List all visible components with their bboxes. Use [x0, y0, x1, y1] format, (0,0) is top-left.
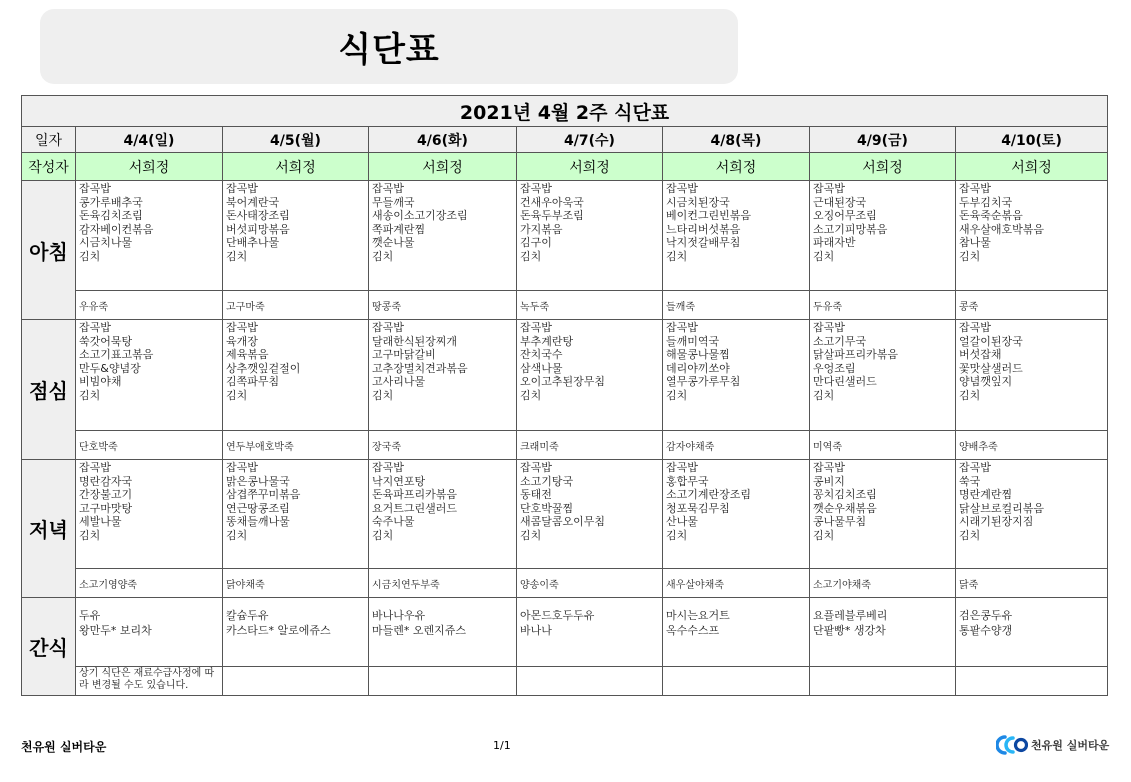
- empty-cell: [663, 667, 810, 696]
- menu-item: 들깨미역국: [666, 334, 720, 348]
- menu-item: 꽃맛살샐러드: [959, 361, 1023, 375]
- porridge-cell: 두유죽: [810, 291, 956, 320]
- writer-name: 서희정: [517, 153, 663, 181]
- menu-item: 닭살브로컬리볶음: [959, 501, 1045, 515]
- snack-item: 옥수수스프: [666, 624, 720, 637]
- menu-item: 돈육파프리카볶음: [372, 488, 458, 502]
- menu-cell: [517, 460, 663, 569]
- menu-item: 돈육죽순볶음: [959, 209, 1023, 223]
- menu-item: 잡곡밥: [372, 321, 404, 334]
- menu-item: 단배추나물: [226, 236, 280, 250]
- menu-item: 세발나물: [79, 515, 122, 529]
- porridge-cell: 연두부애호박죽: [223, 431, 369, 460]
- menu-item: 김치: [520, 528, 542, 542]
- snack-cell: [223, 598, 369, 667]
- menu-item: 잡곡밥: [226, 182, 258, 195]
- menu-item: 쪽파계란찜: [372, 222, 426, 236]
- menu-item: 콩가루배추국: [79, 195, 143, 209]
- day-header: 4/8(목): [663, 127, 810, 153]
- snack-item: 카스타드* 알로에쥬스: [226, 624, 331, 637]
- menu-item: 만두&양념장: [79, 361, 141, 375]
- footer-org-name: 천유원 실버타운: [21, 740, 107, 754]
- menu-item: 잡곡밥: [666, 461, 698, 474]
- lunch-porridge-row: [22, 431, 1108, 460]
- date-label: 일자: [22, 127, 76, 153]
- menu-item: 얼갈이된장국: [959, 334, 1023, 348]
- menu-item: 새우살애호박볶음: [959, 222, 1045, 236]
- day-header: 4/4(일): [76, 127, 223, 153]
- menu-item: 시래기된장지짐: [959, 515, 1034, 529]
- menu-item: 동태전: [520, 488, 552, 502]
- menu-item: 김치: [226, 528, 248, 542]
- dinner-items-row: [22, 460, 1108, 569]
- porridge-cell: 단호박죽: [76, 431, 223, 460]
- breakfast-porridge-row: [22, 291, 1108, 320]
- menu-item: 김치: [813, 528, 835, 542]
- porridge-cell: 양송이죽: [517, 569, 663, 598]
- menu-item: 명란감자국: [79, 474, 133, 488]
- menu-item: 김치: [226, 249, 248, 263]
- menu-cell: [223, 181, 369, 291]
- menu-item: 잡곡밥: [813, 321, 845, 334]
- menu-cell: [517, 181, 663, 291]
- snack-item: 검은콩두유: [959, 609, 1013, 622]
- menu-item: 김치: [372, 249, 394, 263]
- porridge-cell: 감자야채죽: [663, 431, 810, 460]
- menu-item: 잡곡밥: [813, 182, 845, 195]
- menu-cell: [956, 320, 1108, 431]
- menu-item: 낙지젓갈배무침: [666, 236, 741, 250]
- snack-item: 마시는요거트: [666, 609, 730, 622]
- porridge-cell: 새우살야채죽: [663, 569, 810, 598]
- porridge-cell: 양배추죽: [956, 431, 1108, 460]
- menu-item: 잡곡밥: [666, 182, 698, 195]
- day-header: 4/6(화): [369, 127, 517, 153]
- menu-item: 김치: [959, 528, 981, 542]
- date-row: [22, 127, 1108, 153]
- snack-item: 칼슘두유: [226, 609, 269, 622]
- menu-item: 꽁치김치조림: [813, 488, 877, 502]
- menu-item: 김치: [79, 249, 101, 263]
- menu-item: 잡곡밥: [959, 461, 991, 474]
- menu-item: 산나물: [666, 515, 698, 529]
- table-title-row: [22, 96, 1108, 127]
- menu-item: 닭살파프리카볶음: [813, 348, 899, 362]
- menu-item: 잡곡밥: [372, 182, 404, 195]
- menu-item: 근대된장국: [813, 195, 867, 209]
- menu-item: 오이고추된장무침: [520, 375, 606, 389]
- menu-item: 콩나물무침: [813, 515, 867, 529]
- menu-item: 김치: [666, 528, 688, 542]
- writer-name: 서희정: [223, 153, 369, 181]
- page-title: 식단표: [338, 30, 440, 70]
- menu-cell: [369, 181, 517, 291]
- menu-cell: [517, 320, 663, 431]
- porridge-cell: 우유죽: [76, 291, 223, 320]
- menu-item: 시금치된장국: [666, 195, 730, 209]
- menu-item: 잡곡밥: [226, 461, 258, 474]
- menu-cell: [663, 320, 810, 431]
- menu-item: 돈육두부조림: [520, 209, 584, 223]
- snack-cell: [956, 598, 1108, 667]
- menu-item: 무들깨국: [372, 195, 415, 209]
- porridge-cell: 시금치연두부죽: [369, 569, 517, 598]
- menu-item: 요거트그린샐러드: [372, 501, 458, 515]
- menu-item: 잡곡밥: [813, 461, 845, 474]
- menu-table: [21, 95, 1108, 696]
- writer-name: 서희정: [663, 153, 810, 181]
- menu-item: 부추계란탕: [520, 334, 574, 348]
- menu-cell: [663, 181, 810, 291]
- porridge-cell: 장국죽: [369, 431, 517, 460]
- snack-item: 아몬드호두두유: [520, 609, 595, 622]
- menu-item: 육개장: [226, 334, 258, 348]
- porridge-cell: 크래미죽: [517, 431, 663, 460]
- empty-cell: [956, 667, 1108, 696]
- menu-item: 김치: [959, 388, 981, 402]
- menu-item: 해물콩나물찜: [666, 348, 730, 362]
- menu-item: 버섯잡채: [959, 348, 1002, 362]
- menu-item: 김치: [79, 528, 101, 542]
- breakfast-items-row: [22, 181, 1108, 291]
- menu-item: 김치: [372, 388, 394, 402]
- menu-item: 깻순우채볶음: [813, 501, 877, 515]
- menu-item: 상추깻잎겉절이: [226, 361, 301, 375]
- menu-item: 단호박꿀찜: [520, 501, 574, 515]
- porridge-cell: 닭죽: [956, 569, 1108, 598]
- menu-item: 두부김치국: [959, 195, 1013, 209]
- menu-item: 새콤달콤오이무침: [520, 515, 606, 529]
- menu-item: 쑥국: [959, 474, 981, 488]
- empty-cell: [517, 667, 663, 696]
- menu-item: 잡곡밥: [666, 321, 698, 334]
- writer-name: 서희정: [810, 153, 956, 181]
- menu-item: 데리야끼쏘야: [666, 361, 730, 375]
- menu-item: 건새우아욱국: [520, 195, 584, 209]
- menu-item: 삼색나물: [520, 361, 563, 375]
- menu-item: 김치: [666, 249, 688, 263]
- porridge-cell: 들깨죽: [663, 291, 810, 320]
- table-title: 2021년 4월 2주 식단표: [22, 96, 1108, 127]
- menu-item: 김구이: [520, 236, 552, 250]
- snack-cell: [369, 598, 517, 667]
- writer-label: 작성자: [22, 153, 76, 181]
- menu-item: 비빔야채: [79, 375, 122, 389]
- porridge-cell: 소고기야채죽: [810, 569, 956, 598]
- menu-item: 김치: [79, 388, 101, 402]
- lunch-items-row: [22, 320, 1108, 431]
- empty-cell: [223, 667, 369, 696]
- snack-cell: [76, 598, 223, 667]
- menu-cell: [76, 181, 223, 291]
- menu-item: 잡곡밥: [79, 461, 111, 474]
- menu-item: 참나물: [959, 236, 991, 250]
- menu-item: 제육볶음: [226, 348, 269, 362]
- snack-item: 바나나: [520, 624, 552, 637]
- lunch-label: 점심: [22, 320, 76, 460]
- porridge-cell: 닭야채죽: [223, 569, 369, 598]
- snack-item: 마들렌* 오렌지쥬스: [372, 624, 467, 637]
- snack-item: 통팥수양갱: [959, 624, 1013, 637]
- snack-item: 요플레블루베리: [813, 609, 888, 622]
- day-header: 4/10(토): [956, 127, 1108, 153]
- menu-item: 김치: [813, 388, 835, 402]
- dinner-porridge-row: [22, 569, 1108, 598]
- menu-item: 똥채들깨나물: [226, 515, 290, 529]
- menu-item: 맑은콩나물국: [226, 474, 290, 488]
- menu-item: 열무콩가루무침: [666, 375, 741, 389]
- menu-item: 고구마맛탕: [79, 501, 133, 515]
- menu-cell: [810, 460, 956, 569]
- day-header: 4/7(수): [517, 127, 663, 153]
- snack-cell: [810, 598, 956, 667]
- menu-item: 김치: [520, 249, 542, 263]
- menu-item: 파래자반: [813, 236, 856, 250]
- menu-item: 잡곡밥: [520, 321, 552, 334]
- porridge-cell: 미역죽: [810, 431, 956, 460]
- menu-cell: [223, 320, 369, 431]
- snack-item: 단팥빵* 생강차: [813, 624, 886, 637]
- menu-item: 김치: [813, 249, 835, 263]
- menu-item: 김치: [520, 388, 542, 402]
- menu-item: 삼겹쭈꾸미볶음: [226, 488, 301, 502]
- menu-item: 돈육김치조림: [79, 209, 143, 223]
- menu-cell: [810, 181, 956, 291]
- porridge-cell: 콩죽: [956, 291, 1108, 320]
- menu-item: 잡곡밥: [959, 182, 991, 195]
- empty-cell: [810, 667, 956, 696]
- title-box: [40, 9, 738, 84]
- menu-item: 고사리나물: [372, 375, 426, 389]
- menu-item: 숙주나물: [372, 515, 415, 529]
- menu-item: 쑥갓어묵탕: [79, 334, 133, 348]
- menu-item: 고구마닭갈비: [372, 348, 436, 362]
- menu-item: 양념깻잎지: [959, 375, 1013, 389]
- menu-item: 소고기표고볶음: [79, 348, 154, 362]
- menu-cell: [956, 460, 1108, 569]
- menu-item: 간장불고기: [79, 488, 133, 502]
- menu-cell: [369, 320, 517, 431]
- menu-item: 연근땅콩조림: [226, 501, 290, 515]
- menu-item: 베이컨그린빈볶음: [666, 209, 752, 223]
- menu-item: 잡곡밥: [79, 182, 111, 195]
- menu-item: 느타리버섯볶음: [666, 222, 741, 236]
- menu-item: 김쪽파무침: [226, 375, 280, 389]
- breakfast-label: 아침: [22, 181, 76, 320]
- menu-item: 소고기무국: [813, 334, 867, 348]
- day-header: 4/5(월): [223, 127, 369, 153]
- writer-name: 서희정: [76, 153, 223, 181]
- menu-item: 김치: [666, 388, 688, 402]
- snack-cell: [663, 598, 810, 667]
- menu-item: 만다린샐러드: [813, 375, 877, 389]
- menu-item: 소고기탕국: [520, 474, 574, 488]
- menu-item: 잔치국수: [520, 348, 563, 362]
- menu-item: 홍합무국: [666, 474, 709, 488]
- menu-item: 오징어무조림: [813, 209, 877, 223]
- menu-item: 가지볶음: [520, 222, 563, 236]
- menu-cell: [663, 460, 810, 569]
- menu-item: 청포묵김무침: [666, 501, 730, 515]
- snack-cell: [517, 598, 663, 667]
- snack-label: 간식: [22, 598, 76, 696]
- menu-cell: [76, 460, 223, 569]
- menu-item: 잡곡밥: [372, 461, 404, 474]
- menu-item: 감자베이컨볶음: [79, 222, 154, 236]
- porridge-cell: 소고기영양죽: [76, 569, 223, 598]
- menu-item: 소고기계란장조림: [666, 488, 752, 502]
- porridge-cell: 녹두죽: [517, 291, 663, 320]
- writer-name: 서희정: [369, 153, 517, 181]
- menu-item: 시금치나물: [79, 236, 133, 250]
- snack-item: 왕만두* 보리차: [79, 624, 152, 637]
- day-header: 4/9(금): [810, 127, 956, 153]
- dinner-label: 저녁: [22, 460, 76, 598]
- menu-item: 낙지연포탕: [372, 474, 426, 488]
- logo-text: 천유원 실버타운: [1031, 739, 1110, 752]
- porridge-cell: 땅콩죽: [369, 291, 517, 320]
- menu-cell: [76, 320, 223, 431]
- menu-item: 잡곡밥: [226, 321, 258, 334]
- note-row: [22, 667, 1108, 696]
- snack-items-row: [22, 598, 1108, 667]
- menu-item: 버섯피망볶음: [226, 222, 290, 236]
- menu-item: 고추장멸치견과볶음: [372, 361, 468, 375]
- menu-item: 우엉조림: [813, 361, 856, 375]
- menu-cell: [369, 460, 517, 569]
- menu-item: 잡곡밥: [959, 321, 991, 334]
- menu-item: 콩비지: [813, 474, 845, 488]
- writer-name: 서희정: [956, 153, 1108, 181]
- menu-item: 김치: [226, 388, 248, 402]
- empty-cell: [369, 667, 517, 696]
- menu-item: 새송이소고기장조림: [372, 209, 468, 223]
- logo-icon: [996, 734, 1028, 756]
- writer-row: [22, 153, 1108, 181]
- menu-item: 김치: [959, 249, 981, 263]
- porridge-cell: 고구마죽: [223, 291, 369, 320]
- page-number: 1/1: [493, 739, 511, 752]
- menu-item: 김치: [372, 528, 394, 542]
- menu-item: 달래한식된장찌개: [372, 334, 458, 348]
- menu-item: 잡곡밥: [520, 461, 552, 474]
- menu-item: 북어계란국: [226, 195, 280, 209]
- menu-change-note: 상기 식단은 재료수급사정에 따라 변경될 수도 있습니다.: [76, 667, 223, 696]
- footer-logo: [996, 734, 1109, 756]
- menu-cell: [223, 460, 369, 569]
- menu-item: 잡곡밥: [520, 182, 552, 195]
- menu-cell: [810, 320, 956, 431]
- menu-item: 명란계란찜: [959, 488, 1013, 502]
- snack-item: 두유: [79, 609, 101, 622]
- snack-item: 바나나우유: [372, 609, 426, 622]
- menu-cell: [956, 181, 1108, 291]
- menu-item: 돈사태장조림: [226, 209, 290, 223]
- menu-item: 소고기피망볶음: [813, 222, 888, 236]
- menu-item: 잡곡밥: [79, 321, 111, 334]
- menu-item: 깻순나물: [372, 236, 415, 250]
